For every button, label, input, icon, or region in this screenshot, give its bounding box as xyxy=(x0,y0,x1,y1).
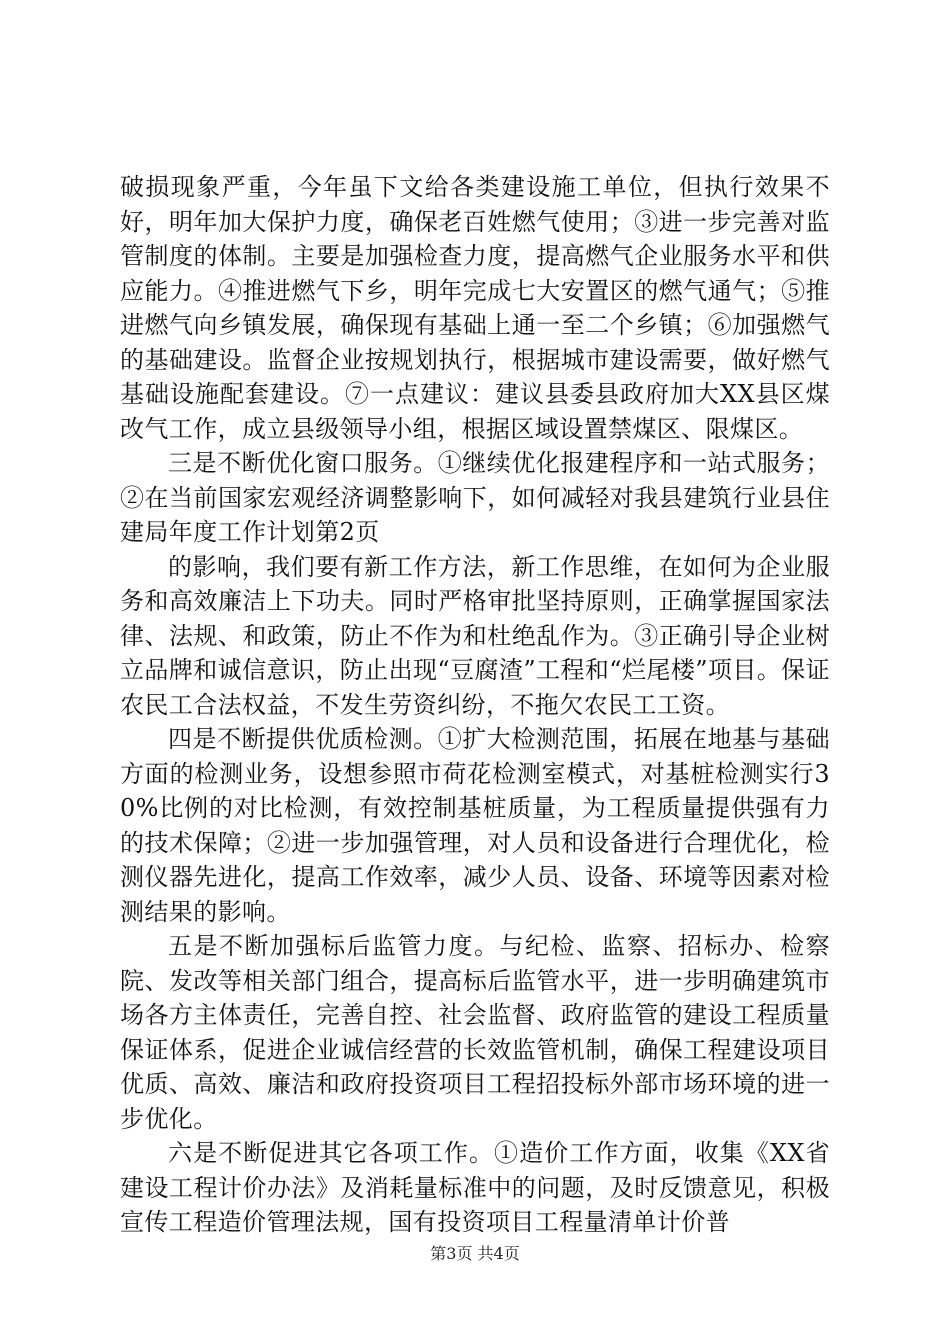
paragraph-quality-testing: 四是不断提供优质检测。①扩大检测范围，拓展在地基与基础方面的检测业务，设想参照市荷花检测室模式，对基桩检测实行30%比例的对比检测，有效控制基桩质量，为工程质量提供强有力的技术保障；②进一步加强管理，对人员和设备进行合理优化，检测仪器先进化，提高工作效率，减少人员、设备、环境等因素对检测结果的影响。 xyxy=(120,725,830,926)
paragraph-other-work: 六是不断促进其它各项工作。①造价工作方面，收集《XX省建设工程计价办法》及消耗量标准中的问题，及时反馈意见，积极宣传工程造价管理法规，国有投资项目工程量清单计价普 xyxy=(120,1139,830,1236)
paragraph-window-service-continued: 的影响，我们要有新工作方法，新工作思维，在如何为企业服务和高效廉洁上下功夫。同时严格审批坚持原则，正确掌握国家法律、法规、和政策，防止不作为和杜绝乱作为。③正确引导企业树立品牌和诚信意识，防止出现“豆腐渣”工程和“烂尾楼”项目。保证农民工合法权益，不发生劳资纠纷，不拖欠农民工工资。 xyxy=(120,552,830,719)
paragraph-post-bid-supervision: 五是不断加强标后监管力度。与纪检、监察、招标办、检察院、发改等相关部门组合，提高标后监管水平，进一步明确建筑市场各方主体责任，完善自控、社会监督、政府监管的建设工程质量保证体系，促进企业诚信经营的长效监管机制，确保工程建设项目优质、高效、廉洁和政府投资项目工程招投标外部市场环境的进一步优化。 xyxy=(120,932,830,1133)
paragraph-window-service: 三是不断优化窗口服务。①继续优化报建程序和一站式服务；②在当前国家宏观经济调整影响下，如何减轻对我县建筑行业县住建局年度工作计划第2页 xyxy=(120,449,830,546)
page-number-footer: 第3页 共4页 xyxy=(430,1244,520,1263)
document-body xyxy=(120,170,830,1240)
paragraph-gas-continuation: 破损现象严重，今年虽下文给各类建设施工单位，但执行效果不好，明年加大保护力度，确保老百姓燃气使用；③进一步完善对监管制度的体制。主要是加强检查力度，提高燃气企业服务水平和供应能力。④推进燃气下乡，明年完成七大安置区的燃气通气；⑤推进燃气向乡镇发展，确保现有基础上通一至二个乡镇；⑥加强燃气的基础建设。监督企业按规划执行，根据城市建设需要，做好燃气基础设施配套建设。⑦一点建议：建议县委县政府加大XX县区煤改气工作，成立县级领导小组，根据区域设置禁煤区、限煤区。 xyxy=(120,173,830,443)
